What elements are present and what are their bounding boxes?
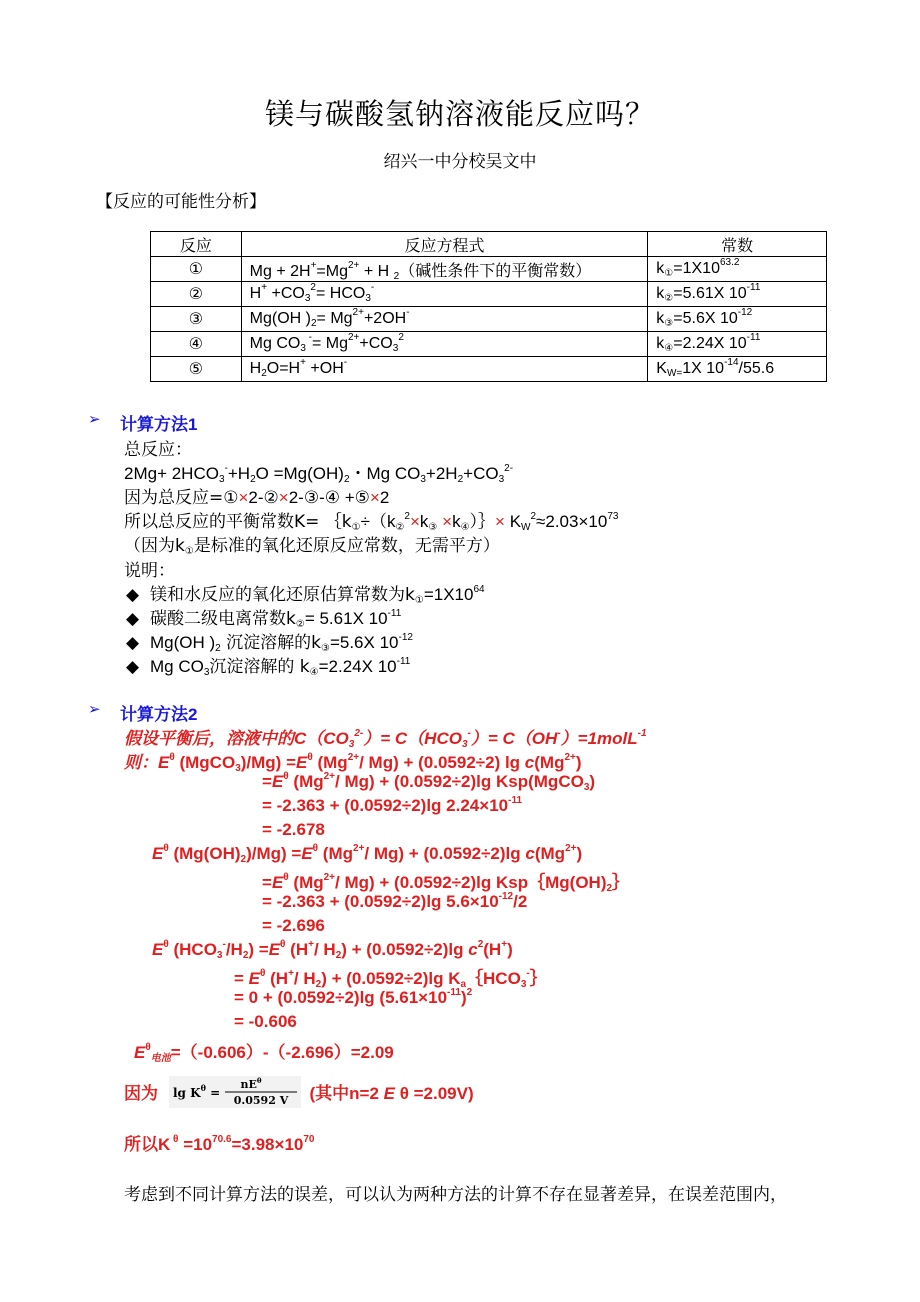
- calc-line: = 0 + (0.0592÷2)lg $(5.61\times 10^{-11})^2$: [234, 987, 473, 1007]
- equilibrium-constant-line: 所以总反应的平衡常数$K= \{k_①\div(k_②^2\times k_③$ $\times k_④)\}\times K_W^2\approx 2.03\times 10^{73}$: [124, 511, 619, 533]
- calc-line: = -2.363 + (0.0592÷2)lg $2.24\times 10^{-11}$: [262, 795, 523, 815]
- calc-result: = -2.678: [262, 820, 325, 839]
- list-item: ◆ Mg(OH )$_2$ 沉淀溶解的$k_③=5.6X$ $10^{-12}$: [126, 632, 413, 654]
- section-heading: 【反应的可能性分析】: [96, 192, 266, 212]
- calc-line: $E^\theta$ $(Mg(OH)_2)/Mg) =E^\theta$ ($Mg^{2+}/$ Mg) + (0.0592÷2)lg $c(Mg^{2+})$: [152, 843, 583, 865]
- calc-line: $=E^\theta$ ($Mg^{2+}/$ Mg) + (0.0592÷2)lg $Ksp\{Mg(OH)_2\}$: [262, 872, 630, 894]
- formula-image: [169, 1076, 301, 1113]
- reaction-equation: Mg(OH )$_2= Mg^{2+}+2OH^-$: [241, 307, 648, 332]
- table-row: [151, 282, 827, 307]
- note-line: （因为$k_①$是标准的氧化还原反应常数，无需平方）: [124, 536, 500, 557]
- table-row: [151, 332, 827, 357]
- calc-line: = -2.363 + (0.0592÷2)lg $5.6\times 10^{-12}/2$: [262, 891, 528, 911]
- explain-label: 说明：: [124, 561, 175, 581]
- reaction-constant: $k_①=1X10^{63.2}$: [648, 257, 827, 282]
- list-item: ◆ Mg $CO_3$沉淀溶解的 $k_④=2.24X$ $10^{-11}$: [126, 656, 411, 678]
- author: 绍兴一中分校吴文中: [383, 152, 537, 172]
- calc-line: = $E^\theta$ (H+/ $H_2) + (0.0592\div 2)\lg$ $K_a\{HCO_3^-\}$: [234, 968, 547, 990]
- reaction-equation: $Mg + 2H^+=Mg^{2+} + H$ $_2$（碱性条件下的平衡常数）: [241, 257, 648, 282]
- header-constant: 常数: [648, 232, 827, 257]
- svg-text:nEθ: $nE^\theta$: [240, 1076, 262, 1091]
- reaction-constant: $K_{W=}1X$ $10^{-14}/55.6$: [648, 357, 827, 382]
- reaction-number: ③: [151, 307, 242, 332]
- table-row: [151, 257, 827, 282]
- reaction-equation: $H^+ +CO_3^2= HCO_3^-$: [241, 282, 648, 307]
- cell-potential-line: $E^\theta_{电池}=(-0.606)-(-2.696)=2.09$: [134, 1042, 394, 1064]
- table-row: [151, 357, 827, 382]
- diamond-bullet-icon: ◆: [126, 657, 140, 676]
- calc-result: = -2.696: [262, 916, 325, 935]
- reaction-constant: $k_③=5.6X$ $10^{-12}$: [648, 307, 827, 332]
- diamond-bullet-icon: ◆: [126, 585, 140, 604]
- reaction-number: ①: [151, 257, 242, 282]
- page-title: 镁与碳酸氢钠溶液能反应吗？: [264, 97, 655, 131]
- calc-line: $E^\theta$ $(HCO_3^-/H_2) =E^\theta$ (H+/ $H_2) + (0.0592\div 2)\lg$ $c^2(H^+)$: [152, 939, 513, 961]
- diamond-bullet-icon: ◆: [126, 609, 140, 628]
- reaction-table: [150, 231, 827, 382]
- arrow-bullet-icon: ➢: [88, 701, 101, 718]
- reaction-number: ②: [151, 282, 242, 307]
- calc-line: 则：$E^\theta$ (MgCO$_3$)/Mg) $=E^\theta$ ($Mg^{2+}/$ Mg) + (0.0592÷2) $\lg c(Mg^{2+})$: [124, 752, 582, 774]
- table-row: [151, 307, 827, 332]
- reaction-number: ⑤: [151, 357, 242, 382]
- conclusion-text: 考虑到不同计算方法的误差，可以认为两种方法的计算不存在显著差异，在误差范围内，: [124, 1185, 787, 1205]
- arrow-bullet-icon: ➢: [88, 411, 101, 428]
- reaction-constant: $k_②=5.61X$ $10^{-11}$: [648, 282, 827, 307]
- calc-line: $=E^\theta$ ($Mg^{2+}/$ Mg) + (0.0592÷2)lg Ksp(MgCO$_3$): [262, 771, 596, 793]
- assumption-line: 假设平衡后，溶液中的$C(CO_3^{2-})= C(HCO_3^-)=$ C（OH-）=1molL$^{-1}$: [124, 728, 647, 750]
- list-item: ◆ 镁和水反应的氧化还原估算常数为$k_①=1X10^{64}$: [126, 584, 485, 606]
- reaction-equation: $H_2O=H^+ +OH^-$: [241, 357, 648, 382]
- calc-result: = -0.606: [234, 1012, 297, 1031]
- method1-heading: 计算方法1: [120, 415, 198, 434]
- reaction-equation: Mg $CO_3$ $^-= Mg^{2+}+CO_3^2$: [241, 332, 648, 357]
- because-line: 因为总反应=①×2-②×2-③-④ +⑤×2: [124, 488, 390, 508]
- total-reaction-label: 总反应：: [124, 440, 192, 460]
- formula-line: 因为 $\lg K^\theta$ = $nE^\theta$ 0.0592 V (其中n=2 E θ =2.09V): [124, 1076, 474, 1113]
- reaction-number: ④: [151, 332, 242, 357]
- diamond-bullet-icon: ◆: [126, 633, 140, 652]
- table-header-row: [151, 232, 827, 257]
- header-equation: 反应方程式: [241, 232, 648, 257]
- reaction-constant: $k_④=2.24X$ $10^{-11}$: [648, 332, 827, 357]
- svg-text:0.0592 V: 0.0592 V: [233, 1094, 288, 1107]
- header-reaction: 反应: [151, 232, 242, 257]
- result-line: 所以K $^\theta =10^{70.6}=3.98\times 10^{70}$: [124, 1134, 315, 1154]
- method2-heading: 计算方法2: [120, 705, 198, 724]
- total-reaction-equation: $2Mg+ 2HCO_3^-+H_2O =Mg(OH)_2$・Mg $CO_3+2H_2+CO_3^{2-}$: [124, 463, 514, 485]
- list-item: ◆ 碳酸二级电离常数$k_②= 5.61X$ $10^{-11}$: [126, 608, 402, 630]
- svg-text:lg Kθ =: $\lg K^\theta$ =: [172, 1083, 220, 1100]
